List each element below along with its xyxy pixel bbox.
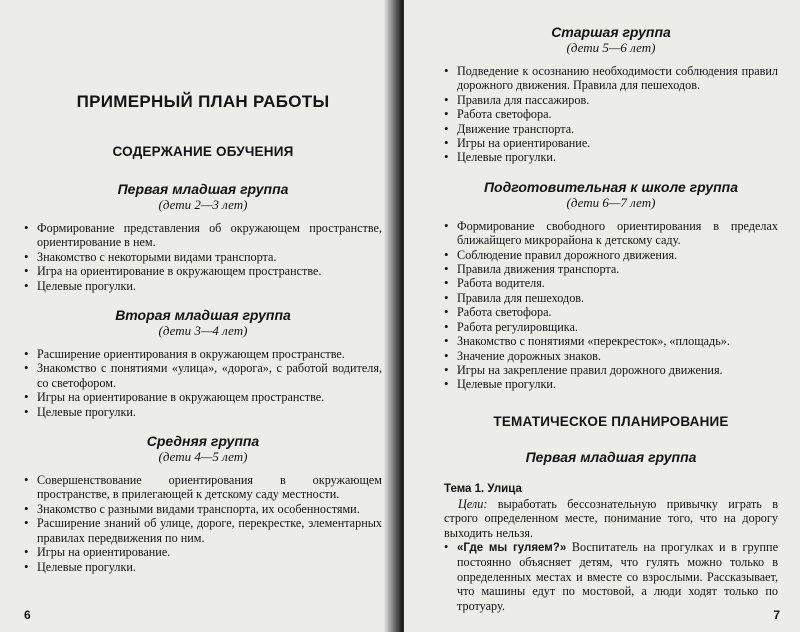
page-title: ПРИМЕРНЫЙ ПЛАН РАБОТЫ — [76, 92, 330, 111]
group-title: Подготовительная к школе группа — [483, 178, 738, 195]
list-item: • Движение транспорта. — [444, 122, 778, 136]
list-item: • Значение дорожных знаков. — [444, 349, 778, 363]
group-block — [444, 179, 778, 392]
list-item: • Соблюдение правил дорожного движения. — [444, 248, 778, 262]
activity-title: «Где мы гуляем?» — [457, 541, 567, 554]
topic-title: Тема 1. Улица — [444, 482, 522, 495]
list-item: • Расширение ориентирования в окружающем пространстве. — [24, 347, 382, 361]
group-age: (дети 5—6 лет) — [566, 40, 656, 55]
list-item: • Совершенствование ориентирования в окружающем пространстве, в прилегающей к детскому саду местности. — [24, 473, 382, 502]
section-title: СОДЕРЖАНИЕ ОБУЧЕНИЯ — [112, 144, 294, 159]
group-items — [24, 347, 382, 419]
list-item: • Целевые прогулки. — [444, 377, 778, 391]
list-item: • Игры на ориентирование. — [444, 136, 778, 150]
list-item: • Формирование свободного ориентирования в пределах ближайщего микрорайона к детскому саду. — [444, 219, 778, 248]
list-item: • Знакомство с разными видами транспорта, их особенностями. — [24, 502, 382, 516]
section-title: ТЕМАТИЧЕСКОЕ ПЛАНИРОВАНИЕ — [493, 413, 729, 429]
list-item: • Работа светофора. — [444, 305, 778, 319]
page-number: 6 — [24, 608, 31, 622]
right-page — [404, 0, 800, 632]
list-item: • Работа светофора. — [444, 107, 778, 121]
list-item: • Целевые прогулки. — [444, 150, 778, 164]
goal-paragraph — [444, 497, 778, 540]
activity-paragraph — [444, 540, 778, 613]
list-item: • Игры на ориентирование в окружающем пространстве. — [24, 390, 382, 404]
page-number: 7 — [773, 608, 780, 622]
list-item: • Игры на закрепление правил дорожного движения. — [444, 363, 778, 377]
list-item: • Целевые прогулки. — [24, 560, 382, 574]
list-item: • Работа водителя. — [444, 276, 778, 290]
group-age: (дети 4—5 лет) — [158, 449, 248, 465]
group-block — [24, 433, 382, 574]
list-item: • Формирование представления об окружающем пространстве, ориентирование в нем. — [24, 221, 382, 250]
list-item: • Знакомство с понятиями «улица», «дорога», с работой водителя, со светофором. — [24, 361, 382, 390]
list-item: • Целевые прогулки. — [24, 405, 382, 419]
group-age: (дети 6—7 лет) — [566, 194, 656, 210]
group-items — [24, 473, 382, 574]
list-item: • Правила для пассажиров. — [444, 93, 778, 107]
group-title: Вторая младшая группа — [115, 307, 291, 324]
left-page — [0, 0, 396, 632]
list-item: • Знакомство с некоторыми видами транспорта. — [24, 250, 382, 264]
group-items — [444, 64, 778, 165]
group-block — [24, 307, 382, 419]
activity-text: Воспитатель на прогулках и в группе постоянно объясняет детям, что гулять можно только в определенных местах и вместе со взрослыми. Рассказывает, что машины едут по мостовой, а люди ходят только по тротуару. — [457, 539, 778, 613]
group-items — [24, 221, 382, 293]
list-item: • Знакомство с понятиями «перекресток», «площадь». — [444, 334, 778, 348]
list-item: • Расширение знаний об улице, дороге, перекрестке, элементарных правилах передвижения по ним. — [24, 516, 382, 545]
plan-group-title: Первая младшая группа — [525, 448, 697, 465]
group-title: Старшая группа — [551, 24, 671, 40]
group-age: (дети 2—3 лет) — [158, 197, 248, 212]
list-item: • Правила движения транспорта. — [444, 262, 778, 276]
group-items — [444, 219, 778, 392]
list-item: • Работа регулировщика. — [444, 320, 778, 334]
group-age: (дети 3—4 лет) — [158, 323, 248, 339]
list-item: • Целевые прогулки. — [24, 279, 382, 293]
goal-label: Цели: — [458, 496, 488, 511]
list-item: • Игра на ориентирование в окружающем пространстве. — [24, 264, 382, 278]
group-block — [24, 181, 382, 293]
group-title: Средняя группа — [146, 433, 260, 450]
list-item: • Правила для пешеходов. — [444, 291, 778, 305]
goal-text: выработать бессознательную привычку играть в строго определенном месте, понимание того, что на дорогу выходить нельзя. — [444, 496, 778, 540]
list-item: • Игры на ориентирование. — [24, 545, 382, 559]
group-block — [444, 24, 778, 165]
group-title: Первая младшая группа — [117, 181, 289, 197]
list-item: • Подведение к осознанию необходимости соблюдения правил дорожного движения. Правила для пешеходов. — [444, 64, 778, 93]
